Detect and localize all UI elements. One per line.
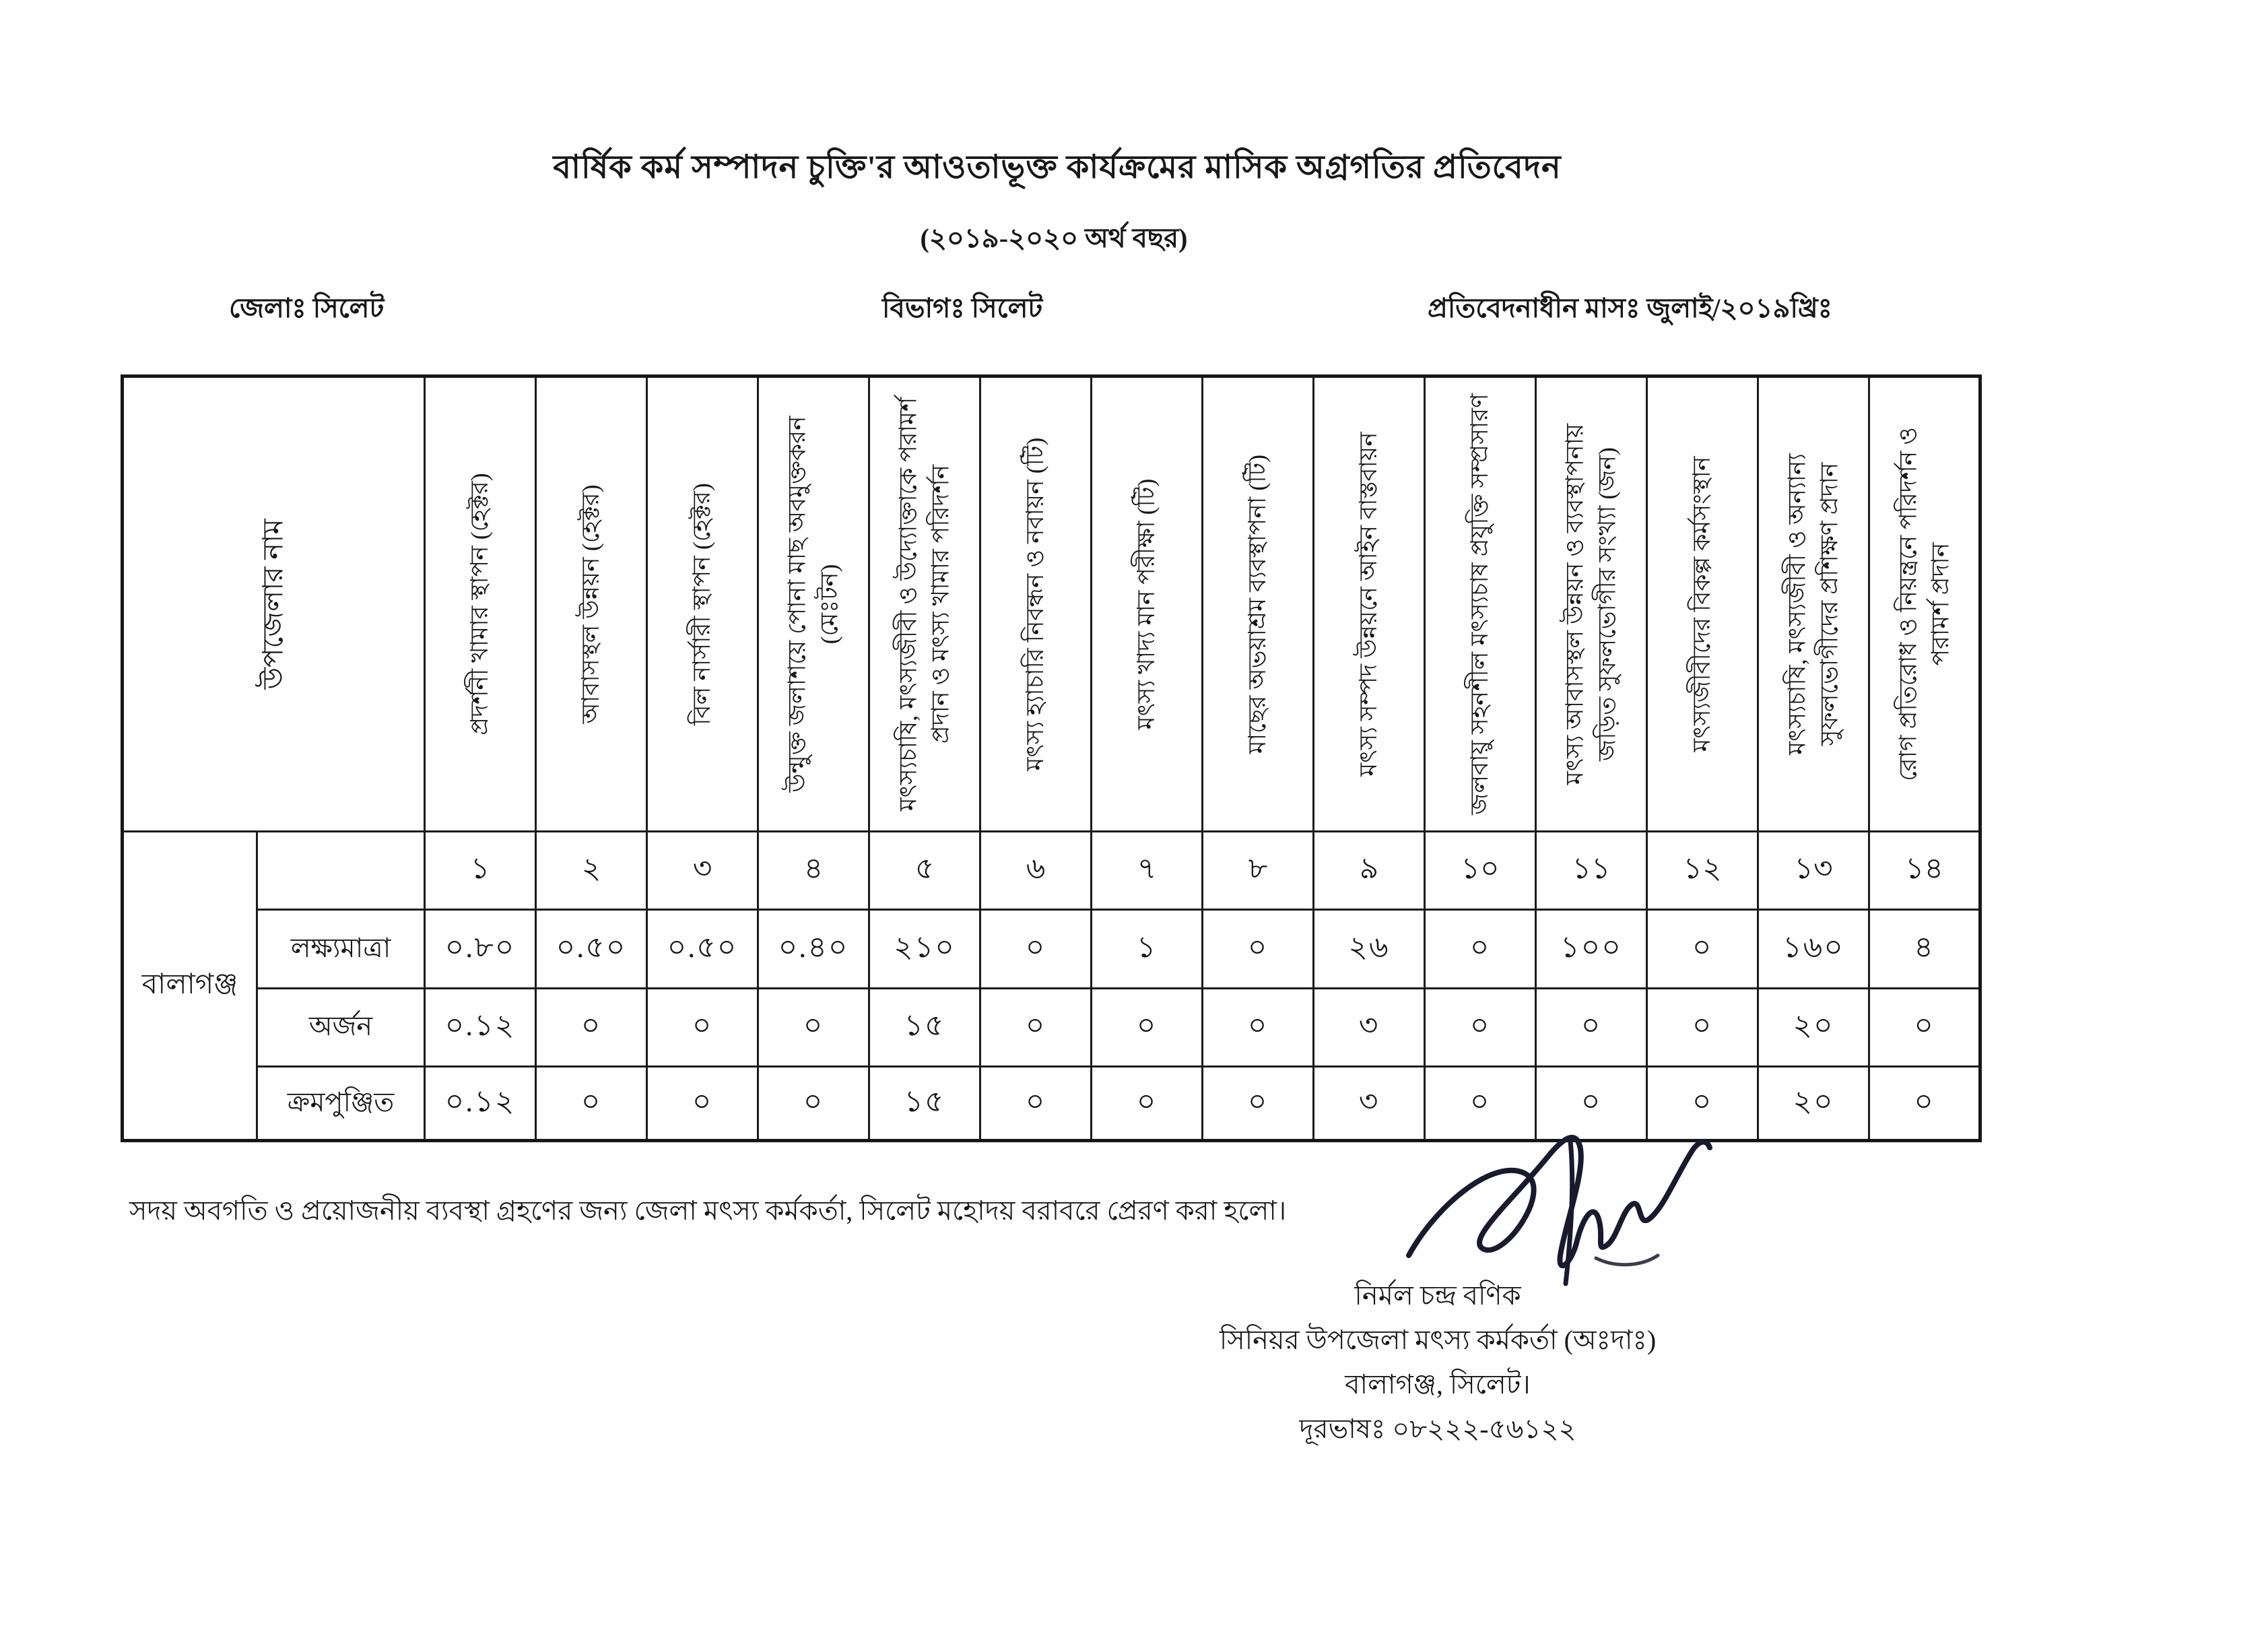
column-number-cell: ১৪ xyxy=(1869,832,1980,910)
column-number-cell: ৪ xyxy=(758,832,869,910)
column-header-cell-10: জলবায়ু সহনশীল মৎস্যচাষ প্রযুক্তি সম্প্রসারণ xyxy=(1425,376,1536,832)
signatory-name: নির্মল চন্দ্র বণিক xyxy=(1354,1280,1521,1311)
column-number-cell: ১১ xyxy=(1536,832,1647,910)
division-label: বিভাগঃ সিলেট xyxy=(882,293,1043,323)
column-number-cell: ৩ xyxy=(647,832,758,910)
reporting-month-label: প্রতিবেদনাধীন মাসঃ জুলাই/২০১৯খ্রিঃ xyxy=(1428,293,1832,323)
column-header-cell-12: মৎস্যজীবীদের বিকল্প কর্মসংস্থান xyxy=(1647,376,1758,832)
value-cell: ০.১২ xyxy=(425,1067,536,1141)
value-cell: ০ xyxy=(1647,910,1758,989)
achievement-row xyxy=(123,989,1980,1067)
value-cell: ০.৮০ xyxy=(425,910,536,989)
value-cell: ০ xyxy=(1869,1067,1980,1141)
column-header-cell-5: মৎস্যচাষি, মৎস্যজীবী ও উদ্যোক্তাকে পরামর্শ প্রদান ও মৎস্য খামার পরিদর্শন xyxy=(869,376,980,832)
column-number-cell: ১৩ xyxy=(1758,832,1869,910)
handwritten-signature xyxy=(1394,1123,1744,1292)
column-number-cell: ২ xyxy=(536,832,647,910)
value-cell: ০ xyxy=(1203,1067,1314,1141)
report-title: বার্ষিক কর্ম সম্পাদন চুক্তি'র আওতাভূক্ত কার্যক্রমের মাসিক অগ্রগতির প্রতিবেদন xyxy=(553,150,1562,185)
district-label: জেলাঃ সিলেট xyxy=(229,293,385,323)
value-cell: ০.৫০ xyxy=(647,910,758,989)
value-cell: ০ xyxy=(647,1067,758,1141)
column-header-cell-13: মৎস্যচাষি, মৎস্যজীবী ও অন্যান্য সুফলভোগীদের প্রশিক্ষণ প্রদান xyxy=(1758,376,1869,832)
upazila-column-header-text: উপজেলার নাম xyxy=(257,519,289,690)
value-cell: ০ xyxy=(758,989,869,1067)
value-cell: ০ xyxy=(1647,989,1758,1067)
upazila-column-header-cell xyxy=(123,376,425,832)
column-number-cell: ১ xyxy=(425,832,536,910)
value-cell: ২৬ xyxy=(1314,910,1425,989)
upazila-name-cell: বালাগঞ্জ xyxy=(123,832,257,1141)
value-cell: ০.৫০ xyxy=(536,910,647,989)
row-label-cell: ক্রমপুঞ্জিত xyxy=(257,1067,425,1141)
value-cell: ২১০ xyxy=(869,910,980,989)
value-cell: ৩ xyxy=(1314,989,1425,1067)
value-cell: ০ xyxy=(1536,989,1647,1067)
report-table-wrap xyxy=(121,374,1982,1142)
value-cell: ১৫ xyxy=(869,989,980,1067)
value-cell: ০ xyxy=(1092,1067,1203,1141)
value-cell: ০ xyxy=(536,1067,647,1141)
row-label-cell: লক্ষ্যমাত্রা xyxy=(257,910,425,989)
column-header-cell-1: প্রদর্শনী খামার স্থাপন (হেক্টর) xyxy=(425,376,536,832)
row-label-spacer-cell xyxy=(257,832,425,910)
value-cell: ০ xyxy=(1203,989,1314,1067)
value-cell: ০ xyxy=(647,989,758,1067)
value-cell: ০.৪০ xyxy=(758,910,869,989)
signature-block xyxy=(1165,1274,1710,1452)
value-cell: ৪ xyxy=(1869,910,1980,989)
value-cell: ০ xyxy=(980,989,1092,1067)
value-cell: ০ xyxy=(536,989,647,1067)
header-row xyxy=(123,376,1980,832)
column-header-cell-3: বিল নার্সারী স্থাপন (হেক্টর) xyxy=(647,376,758,832)
column-header-cell-11: মৎস্য আবাসস্থল উন্নয়ন ও ব্যবস্থাপনায় জড়িত সুফলভোগীর সংখ্যা (জন) xyxy=(1536,376,1647,832)
target-row xyxy=(123,910,1980,989)
signatory-phone: দূরভাষঃ ০৮২২২-৫৬১২২ xyxy=(1299,1414,1576,1444)
value-cell: ০ xyxy=(1425,989,1536,1067)
value-cell: ০ xyxy=(980,1067,1092,1141)
column-header-cell-9: মৎস্য সম্পদ উন্নয়নে আইন বাস্তবায়ন xyxy=(1314,376,1425,832)
value-cell: ০ xyxy=(758,1067,869,1141)
value-cell: ০ xyxy=(1869,989,1980,1067)
column-number-cell: ৭ xyxy=(1092,832,1203,910)
column-number-cell: ৬ xyxy=(980,832,1092,910)
value-cell: ১০০ xyxy=(1536,910,1647,989)
value-cell: ২০ xyxy=(1758,1067,1869,1141)
row-label-cell: অর্জন xyxy=(257,989,425,1067)
value-cell: ২০ xyxy=(1758,989,1869,1067)
signatory-designation: সিনিয়র উপজেলা মৎস্য কর্মকর্তা (অঃদাঃ) xyxy=(1219,1325,1657,1355)
signatory-address: বালাগঞ্জ, সিলেট। xyxy=(1345,1369,1531,1400)
column-header-cell-4: উন্মুক্ত জলাশয়ে পোনা মাছ অবমুক্তকরন (মেঃটন) xyxy=(758,376,869,832)
column-number-row xyxy=(123,832,1980,910)
value-cell: ০ xyxy=(1536,1067,1647,1141)
column-header-cell-8: মাছের অভয়াশ্রম ব্যবস্থাপনা (টি) xyxy=(1203,376,1314,832)
column-number-cell: ৫ xyxy=(869,832,980,910)
value-cell: ১৫ xyxy=(869,1067,980,1141)
column-number-cell: ১০ xyxy=(1425,832,1536,910)
progress-report-table xyxy=(121,374,1982,1142)
value-cell: ১৬০ xyxy=(1758,910,1869,989)
value-cell: ০ xyxy=(980,910,1092,989)
value-cell: ০ xyxy=(1092,989,1203,1067)
column-number-cell: ৮ xyxy=(1203,832,1314,910)
column-header-cell-2: আবাসস্থল উন্নয়ন (হেক্টর) xyxy=(536,376,647,832)
value-cell: ৩ xyxy=(1314,1067,1425,1141)
value-cell: ০ xyxy=(1647,1067,1758,1141)
fiscal-year-subtitle: (২০১৯-২০২০ অর্থ বছর) xyxy=(920,223,1188,253)
value-cell: ০ xyxy=(1203,910,1314,989)
forwarding-note: সদয় অবগতি ও প্রয়োজনীয় ব্যবস্থা গ্রহণের জন্য জেলা মৎস্য কর্মকর্তা, সিলেট মহোদয় বরাবরে প্রেরণ করা হলো। xyxy=(129,1195,1287,1226)
column-number-cell: ১২ xyxy=(1647,832,1758,910)
value-cell: ০ xyxy=(1425,910,1536,989)
column-header-cell-7: মৎস্য খাদ্য মান পরীক্ষা (টি) xyxy=(1092,376,1203,832)
value-cell: ০.১২ xyxy=(425,989,536,1067)
column-header-cell-14: রোগ প্রতিরোধ ও নিয়ন্ত্রনে পরিদর্শন ও পরামর্শ প্রদান xyxy=(1869,376,1980,832)
value-cell: ০ xyxy=(1425,1067,1536,1141)
column-header-cell-6: মৎস্য হ্যাচারি নিবন্ধন ও নবায়ন (টি) xyxy=(980,376,1092,832)
value-cell: ১ xyxy=(1092,910,1203,989)
column-number-cell: ৯ xyxy=(1314,832,1425,910)
